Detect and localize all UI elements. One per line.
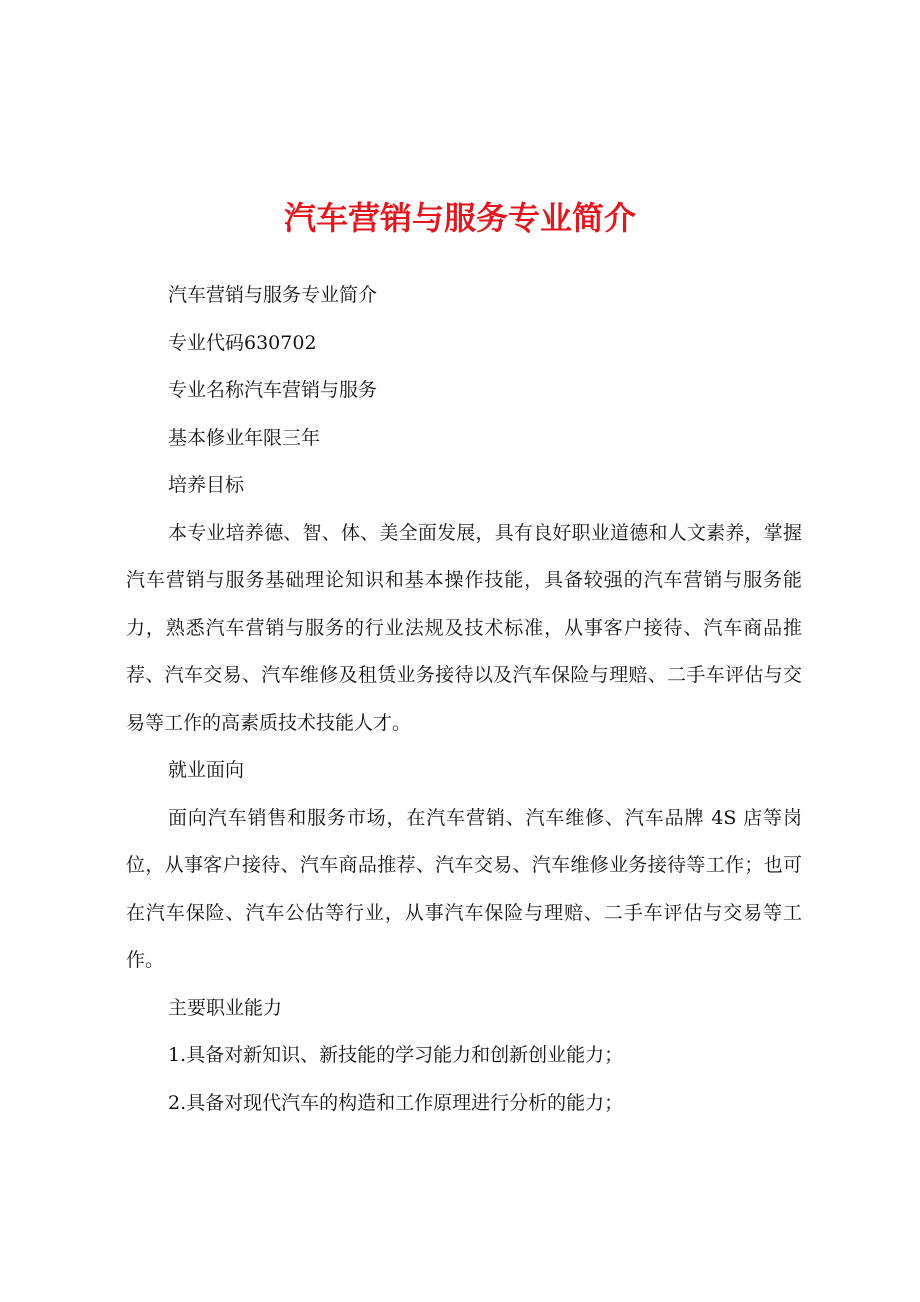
list-item-ability-2: 2.具备对现代汽车的构造和工作原理进行分析的能力； (168, 1091, 624, 1114)
paragraph-major-name: 专业名称汽车营销与服务 (168, 379, 378, 401)
section-heading-employment: 就业面向 (168, 759, 245, 781)
paragraph-heading-repeat: 汽车营销与服务专业简介 (168, 284, 378, 306)
section-heading-training-goals: 培养目标 (168, 474, 245, 496)
paragraph-training-goals: 本专业培养德、智、体、美全面发展，具有良好职业道德和人文素养，掌握汽车营销与服务基础理论知识和基本操作技能，具备较强的汽车营销与服务能力，熟悉汽车营销与服务的行业法规及技术标准，从事客户接待、汽车商品推荐、汽车交易、汽车维修及租赁业务接待以及汽车保险与理赔、二手车评估与交易等工作的高素质技术技能人才。 (126, 521, 802, 734)
document-body (126, 272, 802, 1127)
document-title: 汽车营销与服务专业简介 (283, 199, 636, 237)
list-item-ability-1: 1.具备对新知识、新技能的学习能力和创新创业能力； (168, 1044, 624, 1066)
paragraph-major-code: 专业代码630702 (168, 331, 317, 354)
paragraph-study-years: 基本修业年限三年 (168, 426, 321, 449)
section-heading-abilities: 主要职业能力 (168, 996, 283, 1019)
paragraph-employment: 面向汽车销售和服务市场，在汽车营销、汽车维修、汽车品牌 4S 店等岗位，从事客户接待、汽车商品推荐、汽车交易、汽车维修业务接待等工作；也可在汽车保险、汽车公估等行业，从事汽车保险与理赔、二手车评估与交易等工作。 (126, 806, 802, 971)
